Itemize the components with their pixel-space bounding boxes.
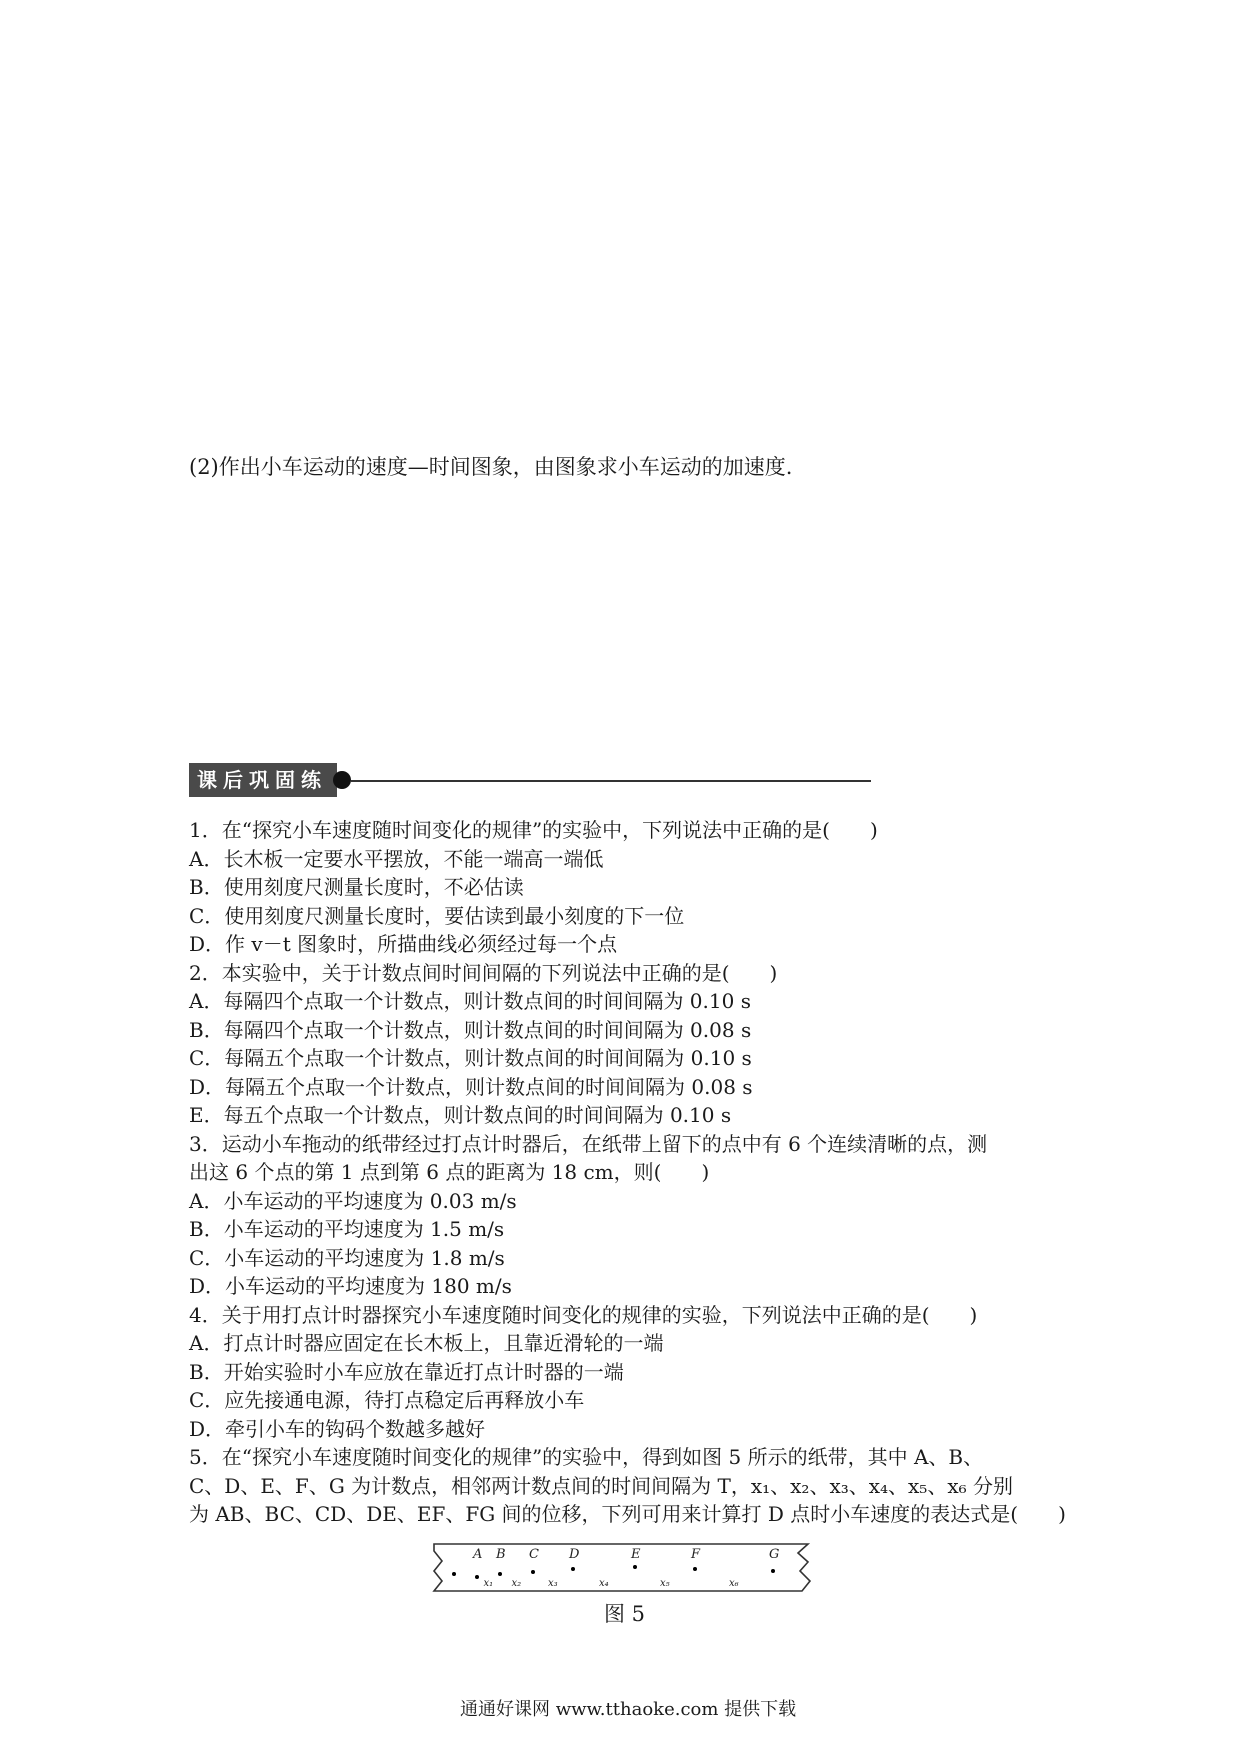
question-line: 3．运动小车拖动的纸带经过打点计时器后，在纸带上留下的点中有 6 个连续清晰的点，测 [189, 1131, 988, 1156]
question-line: A．打点计时器应固定在长木板上，且靠近滑轮的一端 [189, 1331, 664, 1355]
question-line: C．每隔五个点取一个计数点，则计数点间的时间间隔为 0.10 s [189, 1046, 752, 1070]
segment-label: x₁ [483, 1578, 494, 1589]
question-line: D．小车运动的平均速度为 180 m/s [189, 1274, 512, 1298]
tape-dot [498, 1572, 502, 1576]
figure-caption: 图 5 [604, 1602, 646, 1626]
question-line: C．小车运动的平均速度为 1.8 m/s [189, 1245, 505, 1270]
question-line: D．作 v－t 图象时，所描曲线必须经过每一个点 [189, 932, 618, 956]
tape-dot [771, 1569, 775, 1573]
point-label: B [496, 1547, 506, 1562]
section-header [189, 763, 689, 797]
question-line: 2．本实验中，关于计数点间时间间隔的下列说法中正确的是( ) [189, 960, 778, 985]
tape-dot [633, 1565, 637, 1569]
tape-dot [531, 1570, 535, 1574]
point-label: D [569, 1547, 580, 1562]
question-line: A．小车运动的平均速度为 0.03 m/s [189, 1188, 517, 1213]
question-line: 1．在“探究小车速度随时间变化的规律”的实验中，下列说法中正确的是( ) [189, 818, 878, 842]
question-line: D．每隔五个点取一个计数点，则计数点间的时间间隔为 0.08 s [189, 1074, 753, 1099]
question-line: B．开始实验时小车应放在靠近打点计时器的一端 [189, 1359, 624, 1384]
section-rule [351, 780, 871, 782]
question-line: B．每隔四个点取一个计数点，则计数点间的时间间隔为 0.08 s [189, 1017, 752, 1042]
point-label: G [769, 1547, 780, 1562]
question-line: E．每五个点取一个计数点，则计数点间的时间间隔为 0.10 s [189, 1103, 732, 1127]
point-label: E [631, 1547, 641, 1562]
section-title: 课后巩固练 [189, 763, 337, 797]
question-line: C、D、E、F、G 为计数点，相邻两计数点间的时间间隔为 T，x₁、x₂、x₃、x₄、x₅、x₆ 分别 [189, 1473, 1013, 1498]
tape-dot [693, 1567, 697, 1571]
point-label: F [691, 1547, 701, 1562]
question-line: A．长木板一定要水平摆放，不能一端高一端低 [189, 846, 604, 871]
question-line: C．应先接通电源，待打点稳定后再释放小车 [189, 1388, 585, 1412]
tape-dot [571, 1567, 575, 1571]
segment-label: x₃ [548, 1578, 558, 1589]
point-label: C [529, 1547, 539, 1562]
question-line: B．使用刻度尺测量长度时，不必估读 [189, 875, 524, 899]
question-line: 出这 6 个点的第 1 点到第 6 点的距离为 18 cm，则( ) [189, 1160, 710, 1184]
question-line: C．使用刻度尺测量长度时，要估读到最小刻度的下一位 [189, 903, 685, 928]
point-label: A [473, 1547, 483, 1562]
tape-dot [475, 1575, 479, 1579]
question-line: B．小车运动的平均速度为 1.5 m/s [189, 1217, 505, 1241]
question-line: 4．关于用打点计时器探究小车速度随时间变化的规律的实验，下列说法中正确的是( ) [189, 1302, 978, 1327]
segment-label: x₄ [599, 1578, 609, 1589]
part-2-question: (2)作出小车运动的速度—时间图象，由图象求小车运动的加速度. [189, 455, 793, 479]
question-line: 5．在“探究小车速度随时间变化的规律”的实验中，得到如图 5 所示的纸带，其中 A、B、 [189, 1445, 984, 1469]
page-footer: 通通好课网 www.tthaoke.com 提供下载 [460, 1699, 797, 1720]
question-line: 为 AB、BC、CD、DE、EF、FG 间的位移，下列可用来计算打 D 点时小车速度的表达式是( ) [189, 1502, 1066, 1526]
paper-tape-figure [430, 1541, 815, 1595]
question-line: D．牵引小车的钩码个数越多越好 [189, 1416, 486, 1441]
question-line: A．每隔四个点取一个计数点，则计数点间的时间间隔为 0.10 s [189, 989, 751, 1013]
segment-label: x₆ [729, 1578, 739, 1589]
bullet-dot-icon [333, 771, 351, 789]
tape-dot [452, 1572, 456, 1576]
segment-label: x₅ [660, 1578, 670, 1589]
segment-label: x₂ [511, 1578, 522, 1589]
